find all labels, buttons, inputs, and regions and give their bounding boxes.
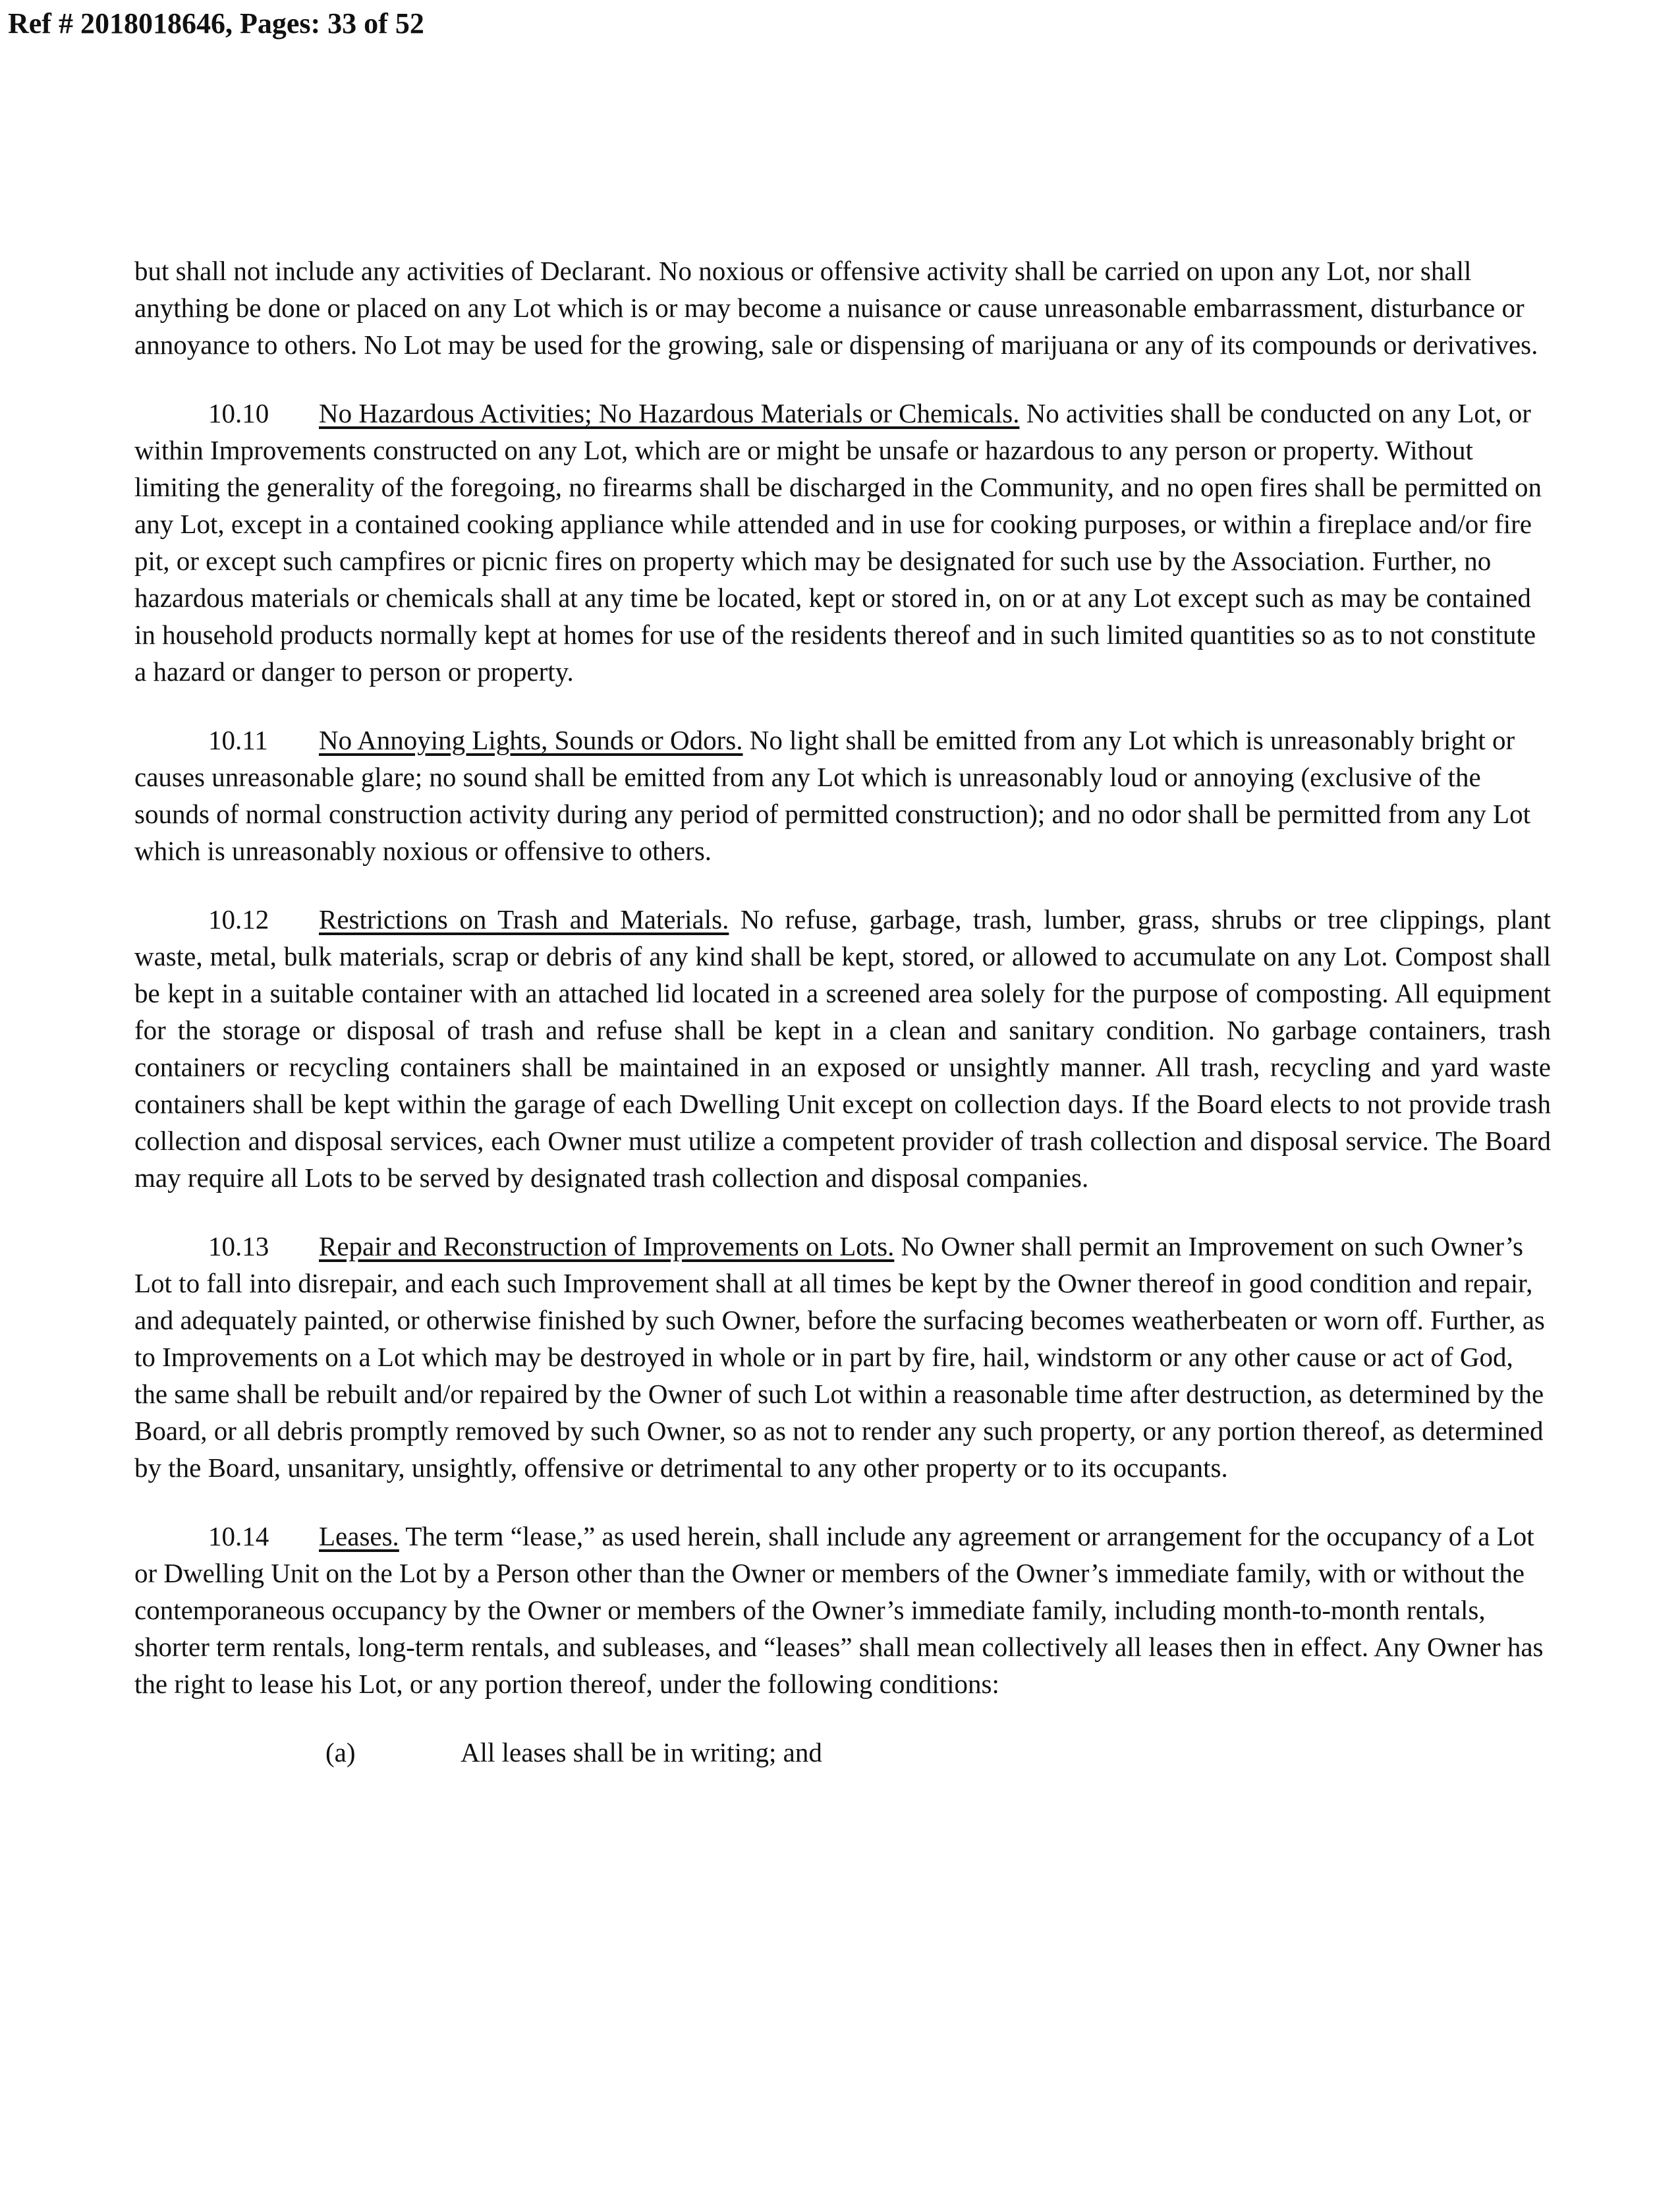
section-body: No light shall be emitted from any Lot which is unreasonably bright or causes unreasonable glare; no sound shall be emitted from any Lot which is unreasonably loud or annoying (exclusive of the sounds of normal construction activity during any period of permitted construction); and no odor shall be permitted from any Lot which is unreasonably noxious or offensive to others.: [134, 725, 1530, 866]
section-body: The term “lease,” as used herein, shall include any agreement or arrangement for the occupancy of a Lot or Dwelling Unit on the Lot by a Person other than the Owner or members of the Owner’s immediate family, with or without the contemporaneous occupancy by the Owner or members of the Owner’s immediate family, including month-to-month rentals, shorter term rentals, long-term rentals, and subleases, and “leases” shall mean collectively all leases then in effect. Any Owner has the right to lease his Lot, or any portion thereof, under the following conditions:: [134, 1521, 1544, 1699]
section-body: No refuse, garbage, trash, lumber, grass, shrubs or tree clippings, plant waste, metal, bulk materials, scrap or debris of any kind shall be kept, stored, or allowed to accumulate on any Lot. Compost shall be kept in a suitable container with an attached lid located in a screened area solely for the purpose of composting. All equipment for the storage or disposal of trash and refuse shall be kept in a clean and sanitary condition. No garbage containers, trash containers or recycling containers shall be maintained in an exposed or unsightly manner. All trash, recycling and yard waste containers shall be kept within the garage of each Dwelling Unit except on collection days. If the Board elects to not provide trash collection and disposal services, each Owner must utilize a competent provider of trash collection and disposal service. The Board may require all Lots to be served by designated trash collection and disposal companies.: [134, 904, 1551, 1193]
continuation-paragraph: but shall not include any activities of Declarant. No noxious or offensive activity shall be carried on upon any Lot, nor shall anything be done or placed on any Lot which is or may become a nuisance or cause unreasonable embarrassment, disturbance or annoyance to others. No Lot may be used for the growing, sale or dispensing of marijuana or any of its compounds or derivatives.: [134, 256, 1538, 360]
section-10-12: [134, 901, 1551, 1196]
section-number: 10.12: [208, 904, 269, 934]
section-title: No Annoying Lights, Sounds or Odors.: [319, 725, 743, 755]
section-title: Repair and Reconstruction of Improvements on Lots.: [319, 1231, 895, 1261]
section-title: No Hazardous Activities; No Hazardous Materials or Chemicals.: [319, 398, 1020, 428]
section-10-10: [134, 395, 1551, 690]
pages-label: Pages:: [239, 7, 321, 40]
ref-number: 2018018646: [80, 7, 225, 40]
section-body: No Owner shall permit an Improvement on such Owner’s Lot to fall into disrepair, and each such Improvement shall at all times be kept by the Owner thereof in good condition and repair, and adequately painted, or otherwise finished by such Owner, before the surfacing becomes weatherbeaten or worn off. Further, as to Improvements on a Lot which may be destroyed in whole or in part by fire, hail, windstorm or any other cause or act of God, the same shall be rebuilt and/or repaired by the Owner of such Lot within a reasonable time after destruction, as determined by the Board, or all debris promptly removed by such Owner, so as not to render any such property, or any portion thereof, as determined by the Board, unsanitary, unsightly, offensive or detrimental to any other property or to its occupants.: [134, 1231, 1545, 1483]
page-of-word: of: [364, 7, 388, 40]
page-total: 52: [395, 7, 424, 40]
list-item-text: All leases shall be in writing; and: [461, 1737, 822, 1767]
section-number: 10.13: [208, 1231, 269, 1261]
section-title: Restrictions on Trash and Materials.: [319, 904, 729, 934]
section-10-13: [134, 1228, 1551, 1486]
ref-label: Ref #: [8, 7, 73, 40]
section-number: 10.10: [208, 398, 269, 428]
section-body: No activities shall be conducted on any Lot, or within Improvements constructed on any Lot, which are or might be unsafe or hazardous to any person or property. Without limiting the generality of the foregoing, no firearms shall be discharged in the Community, and no open fires shall be permitted on any Lot, except in a contained cooking appliance while attended and in use for cooking purposes, or within a fireplace and/or fire pit, or except such campfires or picnic fires on property which may be designated for such use by the Association. Further, no hazardous materials or chemicals shall at any time be located, kept or stored in, on or at any Lot except such as may be contained in household products normally kept at homes for use of the residents thereof and in such limited quantities so as to not constitute a hazard or danger to person or property.: [134, 398, 1542, 687]
section-10-14: [134, 1518, 1551, 1702]
page-current: 33: [327, 7, 357, 40]
section-title: Leases.: [319, 1521, 399, 1551]
section-number: 10.11: [208, 725, 268, 755]
document-header: [8, 3, 424, 45]
page-body: [134, 252, 1551, 1771]
section-10-11: [134, 722, 1551, 869]
ref-separator: ,: [225, 7, 240, 40]
list-item-label: (a): [325, 1737, 356, 1767]
section-number: 10.14: [208, 1521, 269, 1551]
list-item: [134, 1734, 1551, 1771]
